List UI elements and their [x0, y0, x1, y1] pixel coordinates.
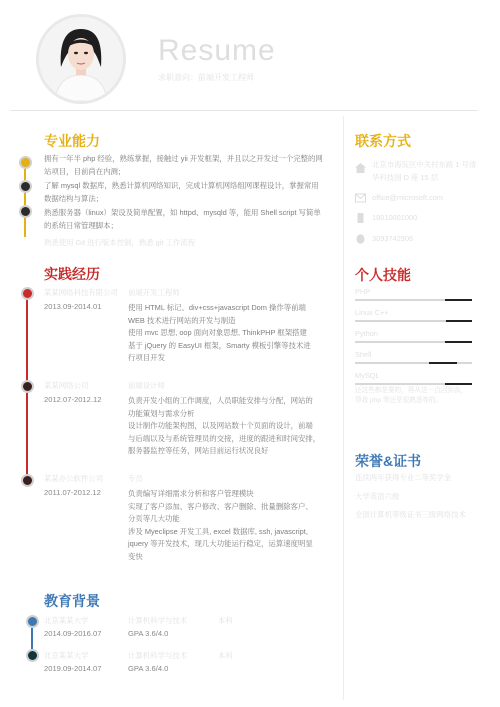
- experience-section-title: 实践经历: [44, 266, 100, 282]
- skill-item: 拥有一年半 php 经验，熟练掌握，接触过 yii 开发框架，并且以之开发过一个完整的网站项目，目前尚在内测；: [44, 154, 323, 176]
- portrait-image: [39, 17, 123, 101]
- skill-name: Python: [355, 329, 379, 338]
- personal-skills-section-title: 个人技能: [355, 267, 411, 283]
- experience-company: 某某网络公司: [44, 381, 89, 390]
- skill-name: MySQL: [355, 371, 380, 380]
- experience-role: 专员: [128, 474, 143, 483]
- skills-timeline-dot: [19, 180, 32, 193]
- experience-role: 前端开发工程师: [128, 288, 180, 297]
- column-divider: [343, 116, 344, 700]
- experience-description: 负责开发小组的工作调度，人员职能安排与分配，网站的 功能策划与需求分析 设计制作功能架构图，以及网站数十个页面的设计，前端 与后端以及与系统管理员的交接，进度的跟进和时间安排， 服务器监控等任务，网站目前运行状况良好: [128, 396, 321, 455]
- education-school: 北京某某大学: [44, 616, 89, 625]
- skill-bar-level: [446, 320, 472, 322]
- experience-description: 负责编写详细需求分析和客户管理模块 实现了客户添加、客户修改、客户删除、批量删除客户、 分页等几大功能 涉及 Myeclipse 开发工具, excel 数据库, ssh, javascript, jquery 等开发技术，现几大功能运行稳定，运算速度明显 变快: [128, 489, 313, 561]
- contact-section-title: 联系方式: [355, 133, 411, 149]
- phone-icon: [355, 213, 366, 223]
- experience-timeline-dot: [21, 287, 34, 300]
- education-major: 计算机科学与技术: [128, 651, 188, 660]
- honor-item: 大学英语六级: [355, 492, 400, 501]
- education-degree: 本科: [218, 651, 233, 660]
- mail-icon: [355, 193, 366, 203]
- education-degree: 本科: [218, 616, 233, 625]
- experience-company: 某某网络科技有限公司: [44, 288, 118, 297]
- education-school: 北京某某大学: [44, 651, 89, 660]
- experience-date: 2013.09-2014.01: [44, 302, 102, 311]
- education-timeline-dot: [26, 649, 39, 662]
- skill-name: Shell: [355, 350, 372, 359]
- experience-description: 使用 HTML 标记、div+css+javascript Dom 操作等前端 WEB 技术进行网站的开发与制造 使用 mvc 思想, oop 面向对象思想, ThinkPHP 框架搭建 基于 jQuery 的 EasyUI 框架，Smarty 模板引擎等技术进 行项目开发: [128, 303, 311, 362]
- education-major: 计算机科学与技术: [128, 616, 188, 625]
- education-date: 2014.09-2016.07: [44, 629, 102, 638]
- experience-date: 2011.07-2012.12: [44, 488, 101, 497]
- experience-timeline-dot: [21, 380, 34, 393]
- skill-name: Linux C++: [355, 308, 389, 317]
- skill-bar-level: [445, 299, 472, 301]
- skills-note: 还这些都是要的，再从这一点回到我，帮我 php 等还是很熟悉等的。: [355, 387, 468, 404]
- skill-bar-track: [355, 383, 472, 385]
- skill-bar-track: [355, 320, 472, 322]
- skill-bar-track: [355, 299, 472, 301]
- home-icon: [355, 163, 366, 173]
- contact-email[interactable]: office@microsoft.com: [372, 193, 444, 202]
- skills-timeline-line: [24, 160, 26, 237]
- skills-section-title: 专业能力: [44, 133, 100, 149]
- skill-item: 熟悉使用 Git 进行版本控制，熟悉 git 工作流程: [44, 238, 196, 247]
- education-gpa: GPA 3.6/4.0: [128, 664, 169, 673]
- contact-qq: 3093742906: [372, 234, 414, 243]
- qq-icon: [355, 234, 366, 244]
- resume-title: Resume: [158, 34, 276, 67]
- contact-phone: 18010001000: [372, 213, 418, 222]
- job-objective: 求职意向：前端开发工程师: [158, 73, 254, 82]
- education-date: 2019.09-2014.07: [44, 664, 102, 673]
- skill-item: 了解 mysql 数据库，熟悉计算机网络知识，完成计算机网络组网课程设计，掌握常用数据结构与算法；: [44, 181, 319, 203]
- skill-bar-track: [355, 362, 472, 364]
- skill-item: 熟悉服务器（linux）架设及简单配置，如 httpd、mysqld 等，能用 Shell script 写简单的系统日常管理脚本；: [44, 208, 321, 230]
- skill-bar-level: [429, 362, 457, 364]
- skill-bar-track: [355, 341, 472, 343]
- experience-company: 某某办公软件公司: [44, 474, 104, 483]
- profile-photo: [36, 14, 126, 104]
- experience-date: 2012.07-2012.12: [44, 395, 102, 404]
- header-divider: [10, 110, 478, 111]
- skills-timeline-dot: [19, 205, 32, 218]
- education-gpa: GPA 3.6/4.0: [128, 629, 169, 638]
- contact-address: 北京市海淀区中关村东路 1 号清华科技园 D 座 15 层: [372, 160, 477, 182]
- experience-role: 前端设计师: [128, 381, 165, 390]
- honors-section-title: 荣誉&证书: [355, 453, 422, 469]
- honor-item: 全国计算机等级证书三级网络技术: [355, 510, 466, 519]
- skills-timeline-dot: [19, 156, 32, 169]
- education-section-title: 教育背景: [44, 593, 100, 609]
- skill-bar-level: [445, 383, 472, 385]
- experience-timeline-dot: [21, 474, 34, 487]
- skill-name: PHP: [355, 287, 371, 296]
- honor-item: 连续两年获得专业二等奖学金: [355, 473, 452, 482]
- skill-bar-level: [445, 341, 472, 343]
- education-timeline-dot: [26, 615, 39, 628]
